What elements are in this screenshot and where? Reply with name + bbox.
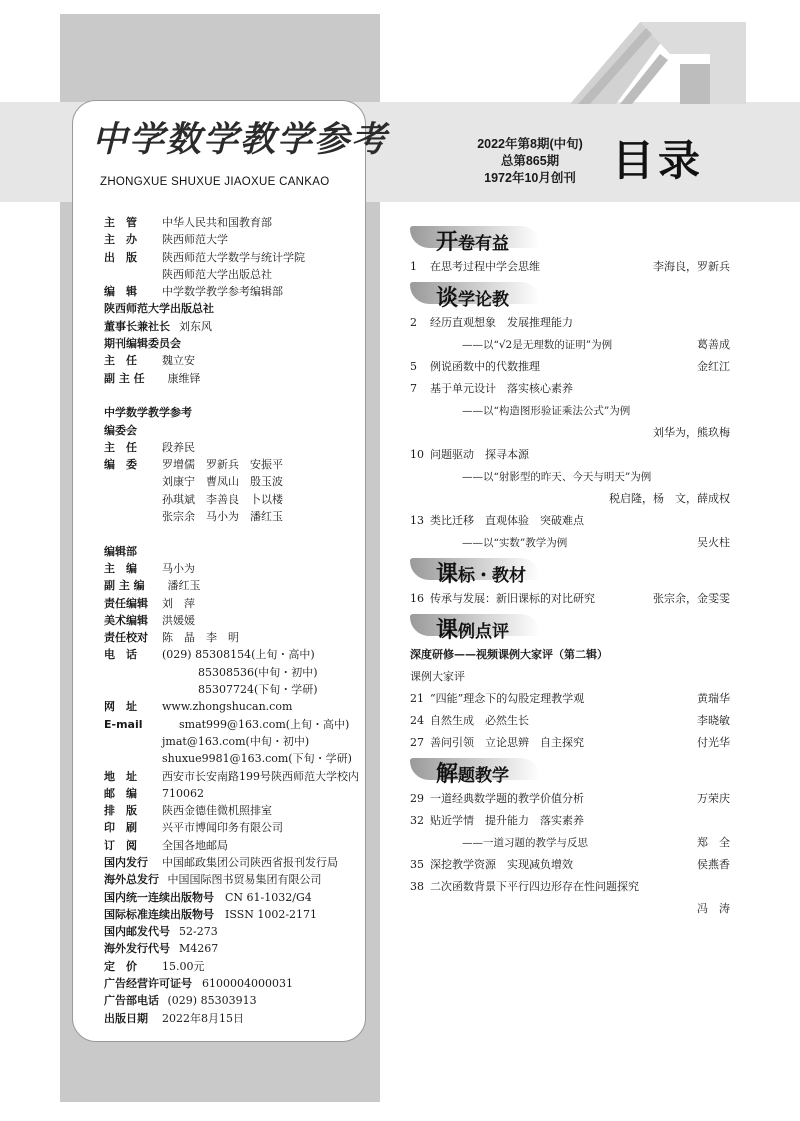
masthead-value: 陕西金德佳微机照排室 [162, 804, 272, 818]
masthead-row [104, 214, 364, 231]
masthead-row [104, 940, 364, 957]
section-title-first: 开 [436, 229, 459, 255]
article-title: 例说函数中的代数推理 [430, 360, 540, 373]
toc-entry [400, 876, 730, 898]
masthead-row [104, 456, 364, 473]
masthead-value: CN 61-1032/G4 [225, 890, 312, 904]
masthead-label: 定 价 [104, 959, 137, 973]
masthead-label: 国内统一连续出版物号 [104, 890, 214, 904]
toc-entry [400, 588, 730, 610]
journal-name-pinyin: ZHONGXUE SHUXUE JIAOXUE CANKAO [100, 176, 330, 188]
article-subtitle: ——一道习题的教学与反思 [462, 837, 588, 849]
column-heading: 深度研修——视频课例大家评（第二辑） [410, 648, 608, 661]
masthead-row [104, 508, 364, 525]
masthead-value: (029) 85303913 [167, 994, 257, 1008]
toc-entry [400, 444, 730, 466]
masthead-row [104, 837, 364, 854]
page-number: 27 [410, 736, 424, 749]
masthead-row [104, 906, 364, 923]
masthead-row [104, 404, 364, 421]
page-number: 5 [410, 360, 417, 373]
masthead-value: 85307724(下旬・学研) [198, 683, 318, 697]
masthead-row [104, 231, 364, 248]
article-author: 葛善成 [697, 338, 730, 351]
masthead-row [104, 612, 364, 629]
page-number: 10 [410, 448, 424, 461]
section-title [436, 757, 509, 788]
masthead-label: 主 管 [104, 216, 137, 229]
masthead-value: 陕西师范大学出版总社 [162, 267, 272, 281]
masthead-value: 全国各地邮局 [162, 838, 228, 852]
masthead-label: 国内邮发代号 [104, 925, 170, 939]
masthead-row [104, 698, 364, 715]
masthead-label: 期刊编辑委员会 [104, 337, 181, 351]
masthead-label: 副 主 编 [104, 579, 145, 593]
masthead-row [104, 768, 364, 785]
masthead-value: 710062 [162, 786, 204, 800]
masthead-row [104, 266, 364, 283]
masthead-row [104, 335, 364, 352]
masthead-row [104, 1010, 364, 1027]
article-title: 深挖教学资源 实现减负增效 [430, 858, 573, 871]
masthead-label: 董事长兼社长 [104, 319, 170, 333]
masthead-value: 马小为 [162, 561, 195, 575]
masthead-label: 主 办 [104, 233, 137, 247]
masthead-value: 魏立安 [162, 354, 195, 368]
masthead-value: 85308536(中旬・初中) [198, 665, 318, 679]
masthead-row [104, 439, 364, 456]
article-title: 类比迁移 直观体验 突破难点 [430, 514, 584, 527]
page-number: 13 [410, 514, 424, 527]
masthead-value: 52-273 [179, 925, 218, 939]
masthead-row [104, 664, 364, 681]
page-number: 24 [410, 714, 424, 727]
toc-entry [400, 378, 730, 400]
masthead-label: 美术编辑 [104, 613, 148, 627]
article-author: 刘华为，熊玖梅 [653, 426, 730, 439]
journal-name-calligraphy: 中学数学教学参考 [92, 119, 389, 160]
section-title-first: 谈 [436, 285, 459, 311]
article-subtitle-row [400, 832, 730, 854]
masthead-row [104, 318, 364, 335]
masthead-row [104, 802, 364, 819]
masthead-value: 孙琪斌 李善良 卜以楼 [162, 492, 283, 506]
masthead-value: (029) 85308154(上旬・高中) [162, 648, 315, 662]
toc-entry [400, 256, 730, 278]
article-title: 二次函数背景下平行四边形存在性问题探究 [430, 880, 639, 893]
section-title [436, 613, 509, 644]
masthead-row [104, 595, 364, 612]
masthead-value: 洪媛媛 [162, 613, 195, 627]
masthead-row [104, 629, 364, 646]
author-line [400, 422, 730, 444]
masthead-label: 订 阅 [104, 838, 137, 852]
article-author: 黄瑞华 [697, 692, 730, 705]
masthead-value: 中国国际图书贸易集团有限公司 [167, 873, 322, 887]
masthead-value: 张宗余 马小为 潘红玉 [162, 510, 283, 524]
article-author: 李海良，罗新兵 [653, 260, 730, 273]
masthead-row [104, 473, 364, 490]
masthead-label: 编辑部 [104, 544, 137, 558]
section-header [400, 554, 730, 587]
masthead-value: 15.00元 [162, 959, 205, 973]
article-author: 吴火柱 [697, 536, 730, 549]
masthead-row [104, 975, 364, 992]
masthead-label: 主 任 [104, 440, 137, 454]
masthead-value: 刘康宁 曹凤山 殷玉波 [162, 475, 283, 489]
masthead-label: 编 委 [104, 458, 137, 472]
masthead-value: 罗增儒 罗新兵 安振平 [162, 458, 283, 472]
section-title-rest: 题教学 [458, 766, 510, 786]
masthead-row [104, 871, 364, 888]
article-subtitle: ——以“射影型的昨天、今天与明天”为例 [462, 471, 652, 483]
masthead-value: 6100004000031 [202, 977, 293, 991]
masthead-label: 广告部电话 [104, 994, 159, 1008]
masthead-value: 刘东风 [179, 319, 212, 333]
masthead-row [104, 681, 364, 698]
page-number: 32 [410, 814, 424, 827]
masthead-label: 国内发行 [104, 855, 148, 869]
article-author: 李晓敏 [697, 714, 730, 727]
masthead-value: 2022年8月15日 [162, 1011, 244, 1025]
masthead-list [104, 214, 364, 1027]
article-title: 经历直观想象 发展推理能力 [430, 316, 573, 329]
masthead-value: 潘红玉 [167, 579, 201, 593]
masthead-row [104, 283, 364, 300]
section-header [400, 222, 730, 255]
masthead-label: 海外发行代号 [104, 942, 170, 956]
article-subtitle-row [400, 334, 730, 356]
article-subtitle-row [400, 466, 730, 488]
masthead-label: 印 刷 [104, 821, 137, 835]
article-title: “四能”理念下的勾股定理教学观 [430, 692, 585, 705]
masthead-value: M4267 [179, 942, 219, 956]
toc-heading: 目录 [612, 136, 705, 185]
masthead-row [104, 733, 364, 750]
toc-entry [400, 710, 730, 732]
article-author: 郑 全 [697, 836, 730, 849]
article-subtitle-row [400, 400, 730, 422]
masthead-row [104, 525, 364, 542]
article-title: 善问引领 立论思辨 自主探究 [430, 736, 584, 749]
masthead-row [104, 992, 364, 1009]
masthead-row [104, 300, 364, 317]
masthead-row [104, 560, 364, 577]
article-title: 问题驱动 探寻本源 [430, 448, 529, 461]
toc-entry [400, 312, 730, 334]
masthead-value: 康维铎 [167, 371, 201, 385]
section-header [400, 610, 730, 643]
masthead-value: 西安市长安南路199号陕西师范大学校内 [162, 769, 359, 783]
section-title [436, 281, 509, 312]
masthead-label: 邮 编 [104, 786, 137, 800]
article-title: 自然生成 必然生长 [430, 714, 529, 727]
masthead-label: 网 址 [104, 700, 137, 714]
journal-logo [92, 112, 389, 176]
masthead-label: 中学数学教学参考 [104, 406, 192, 420]
masthead-row [104, 646, 364, 663]
article-title: 一道经典数学题的教学价值分析 [430, 792, 584, 805]
section-title-first: 解 [436, 761, 459, 787]
masthead-value: 陕西师范大学数学与统计学院 [162, 250, 305, 264]
page-number: 38 [410, 880, 424, 893]
masthead-label: 国际标准连续出版物号 [104, 907, 214, 921]
page-number: 1 [410, 260, 417, 273]
masthead-row [104, 958, 364, 975]
masthead-value: 陈 晶 李 明 [162, 631, 239, 645]
section-header [400, 754, 730, 787]
section-title [436, 557, 526, 588]
masthead-value: 陕西师范大学 [162, 233, 228, 247]
masthead-label: 编 辑 [104, 285, 137, 299]
issue-number: 2022年第8期(中旬) [477, 137, 583, 151]
page-number: 21 [410, 692, 424, 705]
masthead-row [104, 785, 364, 802]
masthead-row [104, 716, 364, 733]
masthead-row [104, 923, 364, 940]
article-subtitle-row [400, 532, 730, 554]
article-subtitle: ——以“构造图形验证乘法公式”为例 [462, 405, 631, 417]
masthead-label: 出版日期 [104, 1011, 148, 1025]
masthead-label: 陕西师范大学出版总社 [104, 302, 214, 316]
article-title: 贴近学情 提升能力 落实素养 [430, 814, 584, 827]
masthead-label: 排 版 [104, 804, 137, 818]
section-header [400, 278, 730, 311]
page-number: 7 [410, 382, 417, 395]
author-line [400, 488, 730, 510]
masthead-value: 中华人民共和国教育部 [162, 216, 272, 229]
masthead-value: shuxue9981@163.com(下旬・学研) [162, 752, 352, 766]
article-author: 张宗余，金雯雯 [653, 592, 730, 605]
masthead-value: smat999@163.com(上旬・高中) [179, 717, 350, 731]
column-subheading: 课例大家评 [410, 670, 465, 683]
masthead-value: 刘 萍 [162, 596, 195, 610]
section-title-first: 课 [436, 561, 459, 587]
masthead-label: 出 版 [104, 250, 137, 264]
article-title: 基于单元设计 落实核心素养 [430, 382, 573, 395]
masthead-label: 编委会 [104, 423, 137, 437]
toc-entry [400, 510, 730, 532]
article-author: 万荣庆 [697, 792, 730, 805]
article-author: 金红江 [697, 360, 730, 373]
section-title-rest: 标・教材 [458, 566, 527, 586]
masthead-label: 主 编 [104, 561, 137, 575]
toc-entry [400, 854, 730, 876]
table-of-contents [400, 222, 730, 920]
masthead-label: 广告经营许可证号 [104, 977, 192, 991]
founded-date: 1972年10月创刊 [484, 171, 576, 185]
toc-entry [400, 356, 730, 378]
article-author: 冯 涛 [697, 902, 730, 915]
article-title: 传承与发展：新旧课标的对比研究 [430, 592, 595, 605]
article-author: 侯燕香 [697, 858, 730, 871]
masthead-row [104, 249, 364, 266]
masthead-label: 地 址 [104, 769, 137, 783]
page-number: 2 [410, 316, 417, 329]
article-subtitle: ——以“√2是无理数的证明”为例 [462, 339, 613, 351]
masthead-label: 电 话 [104, 648, 137, 662]
masthead-row [104, 422, 364, 439]
page-number: 16 [410, 592, 424, 605]
masthead-row [104, 387, 364, 404]
masthead-row [104, 819, 364, 836]
toc-entry [400, 788, 730, 810]
masthead-label: 副 主 任 [104, 371, 145, 385]
masthead-value: 段养民 [162, 440, 195, 454]
masthead-row [104, 750, 364, 767]
masthead-row [104, 889, 364, 906]
masthead-label: 责任校对 [104, 631, 148, 645]
masthead-value: jmat@163.com(中旬・初中) [162, 734, 310, 748]
toc-entry [400, 732, 730, 754]
masthead-value: 中学数学教学参考编辑部 [162, 285, 283, 299]
section-title-rest: 例点评 [458, 622, 510, 642]
masthead-row [104, 577, 364, 594]
masthead-row [104, 370, 364, 387]
roof-truss-graphic [560, 14, 756, 110]
masthead-value: 中国邮政集团公司陕西省报刊发行局 [162, 855, 338, 869]
toc-entry [400, 810, 730, 832]
article-title: 在思考过程中学会思维 [430, 260, 540, 273]
article-author: 税启隆，杨 文，薛成权 [609, 492, 730, 505]
masthead-value: 兴平市博闻印务有限公司 [162, 821, 283, 835]
masthead-label: 责任编辑 [104, 596, 148, 610]
masthead-row [104, 854, 364, 871]
masthead-label: 海外总发行 [104, 873, 159, 887]
masthead-label: 主 任 [104, 354, 137, 368]
masthead-row [104, 543, 364, 560]
author-line [400, 898, 730, 920]
masthead-value: ISSN 1002-2171 [225, 907, 318, 921]
issue-info [455, 136, 605, 187]
masthead-label: E-mail [104, 717, 143, 731]
section-title [436, 225, 509, 256]
article-subtitle: ——以“实数”教学为例 [462, 537, 568, 549]
toc-entry [400, 688, 730, 710]
page-number: 35 [410, 858, 424, 871]
article-author: 付光华 [697, 736, 730, 749]
masthead-row [104, 491, 364, 508]
section-title-rest: 卷有益 [458, 234, 510, 254]
section-title-first: 课 [436, 617, 459, 643]
page-number: 29 [410, 792, 424, 805]
section-title-rest: 学论教 [458, 290, 510, 310]
masthead-value: www.zhongshucan.com [162, 700, 293, 714]
total-issue: 总第865期 [500, 154, 560, 168]
masthead-row [104, 352, 364, 369]
